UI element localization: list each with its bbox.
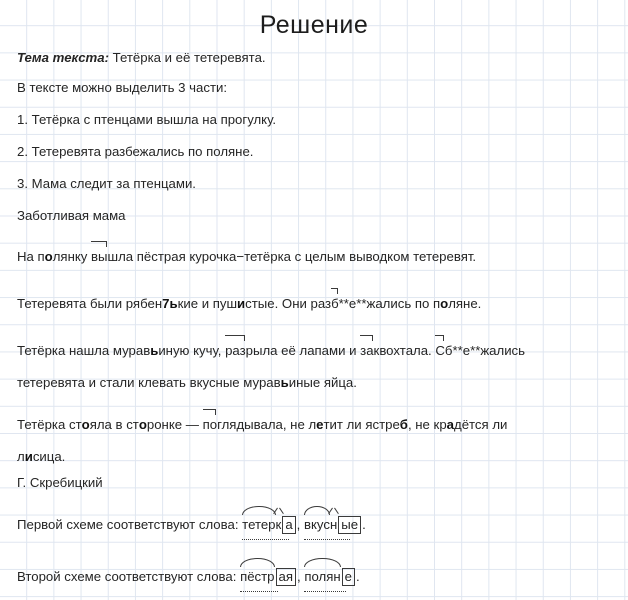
prefix-marker-za: за [360, 343, 374, 358]
p1-stressed-o: о [44, 249, 53, 264]
theme-value: Тетёрка и её тетеревята. [109, 50, 266, 65]
root-morpheme [242, 516, 275, 533]
morpheme-word-vkusnye [304, 516, 362, 534]
p4-seg-f: глядывала, не л [217, 417, 317, 432]
p3-seg-c: иную кучу, [158, 343, 226, 358]
p2-seg-h: ляне. [448, 296, 482, 311]
scheme-1-comma: , [296, 517, 301, 532]
p1-seg-c: лянку [52, 249, 92, 264]
root-arc-icon [304, 506, 330, 515]
p4-stressed-o-2: о [138, 417, 147, 432]
root-arc-icon [304, 558, 340, 567]
root-text: тетер [242, 517, 276, 532]
theme-label: Тема текста: [17, 50, 109, 65]
p4-seg-j: , не кр [407, 417, 447, 432]
stem-underline-icon [240, 591, 278, 592]
p4-seg-o: сица. [32, 449, 66, 464]
p3-seg-d: рыла её лапами и [245, 343, 361, 358]
p4-seg-e: ронке — [146, 417, 203, 432]
part-item-3: 3. Мама следит за птенцами. [17, 176, 196, 191]
morpheme-word-teterka [242, 516, 296, 534]
p3-seg-a: Тетёрка нашла мурав [17, 343, 151, 358]
text-paragraph-3-line-1 [17, 342, 618, 359]
text-paragraph-4-line-1 [17, 416, 618, 433]
p3-seg-f: б**е**жались [444, 343, 526, 358]
morpheme-word-polyane [304, 568, 356, 586]
prefix-marker-vy: вы [91, 249, 108, 264]
part-item-2: 2. Тетеревята разбежались по поляне. [17, 144, 254, 159]
p2-seg-c: кие и пуш [177, 296, 238, 311]
scheme-1-period: . [362, 517, 366, 532]
stem-underline-icon [242, 539, 289, 540]
ending-box: а [282, 516, 295, 534]
stem-underline-icon [304, 591, 346, 592]
root-morpheme [240, 568, 274, 585]
author-line: Г. Скребицкий [17, 475, 103, 490]
p3-seg-i: иные яйца. [288, 375, 357, 390]
p1-seg-d: шла пёстрая курочка−тетёрка с целым выводком тетеревят. [107, 249, 477, 264]
parts-intro: В тексте можно выделить 3 части: [17, 80, 228, 95]
p3-seg-g: тетеревята и стали клевать вкусные мурав [17, 375, 281, 390]
root-text: вкус [304, 517, 330, 532]
scheme-2-label: Второй схеме соответствуют слова: [17, 569, 237, 584]
ending-box: е [342, 568, 355, 586]
p4-seg-h: тит ли ястре [323, 417, 400, 432]
prefix-marker-po: по [202, 417, 218, 432]
text-paragraph-2 [17, 295, 618, 312]
p4-stressed-e: е [316, 417, 324, 432]
prefix-marker-s: С [435, 343, 445, 358]
p2-stressed-o: о [440, 296, 449, 311]
p4-stressed-o-1: о [81, 417, 90, 432]
p4-final-b: б [399, 417, 408, 432]
stem-underline-icon [304, 539, 350, 540]
prefix-marker-b: б [331, 296, 339, 311]
scheme-1-label: Первой схеме соответствуют слова: [17, 517, 239, 532]
root-morpheme [304, 516, 330, 533]
root-arc-icon [240, 558, 274, 567]
p3-soft-sign-1: ь [150, 343, 159, 358]
ending-box: ая [276, 568, 296, 586]
suffix-text: к [275, 517, 282, 532]
scheme-line-1 [17, 516, 618, 534]
suffix-caret-icon [329, 505, 338, 514]
p2-seg-a: Тетеревята были рябен [17, 296, 163, 311]
root-text: полян [304, 569, 341, 584]
theme-line [17, 49, 618, 66]
text-paragraph-1 [17, 248, 618, 265]
scheme-2-period: . [356, 569, 360, 584]
prefix-marker-raz: раз [225, 343, 246, 358]
p4-seg-c: яла в ст [89, 417, 139, 432]
text-paragraph-4-line-2 [17, 448, 618, 465]
p2-stressed-i: и [237, 296, 246, 311]
scheme-line-2 [17, 568, 618, 586]
part-item-1: 1. Тетёрка с птенцами вышла на прогулку. [17, 112, 277, 127]
p3-seg-e: квохтала. [373, 343, 436, 358]
ending-box: ые [338, 516, 361, 534]
p4-seg-l: дётся ли [454, 417, 508, 432]
p4-stressed-i: и [24, 449, 33, 464]
p2-soft-sign-marker: 7ь [162, 296, 178, 311]
text-paragraph-3-line-2 [17, 374, 618, 391]
suffix-text: н [329, 517, 338, 532]
suffix-morpheme [276, 516, 282, 533]
morpheme-word-pestraya [240, 568, 297, 586]
suffix-morpheme [330, 516, 337, 533]
root-arc-icon [242, 506, 275, 515]
p2-seg-f: **е**жались по п [338, 296, 441, 311]
root-morpheme [304, 568, 340, 585]
p4-seg-m: л [17, 449, 25, 464]
root-text: пёстр [240, 569, 275, 584]
scheme-2-comma: , [297, 569, 301, 584]
suffix-caret-icon [274, 505, 283, 514]
p2-seg-e: стые. Они раз [245, 296, 332, 311]
p1-seg-a: На п [17, 249, 45, 264]
page-title: Решение [259, 11, 369, 39]
p4-stressed-a: а [446, 417, 454, 432]
p3-soft-sign-2: ь [280, 375, 289, 390]
title-phrase: Заботливая мама [17, 208, 126, 223]
p4-seg-a: Тетёрка ст [17, 417, 82, 432]
